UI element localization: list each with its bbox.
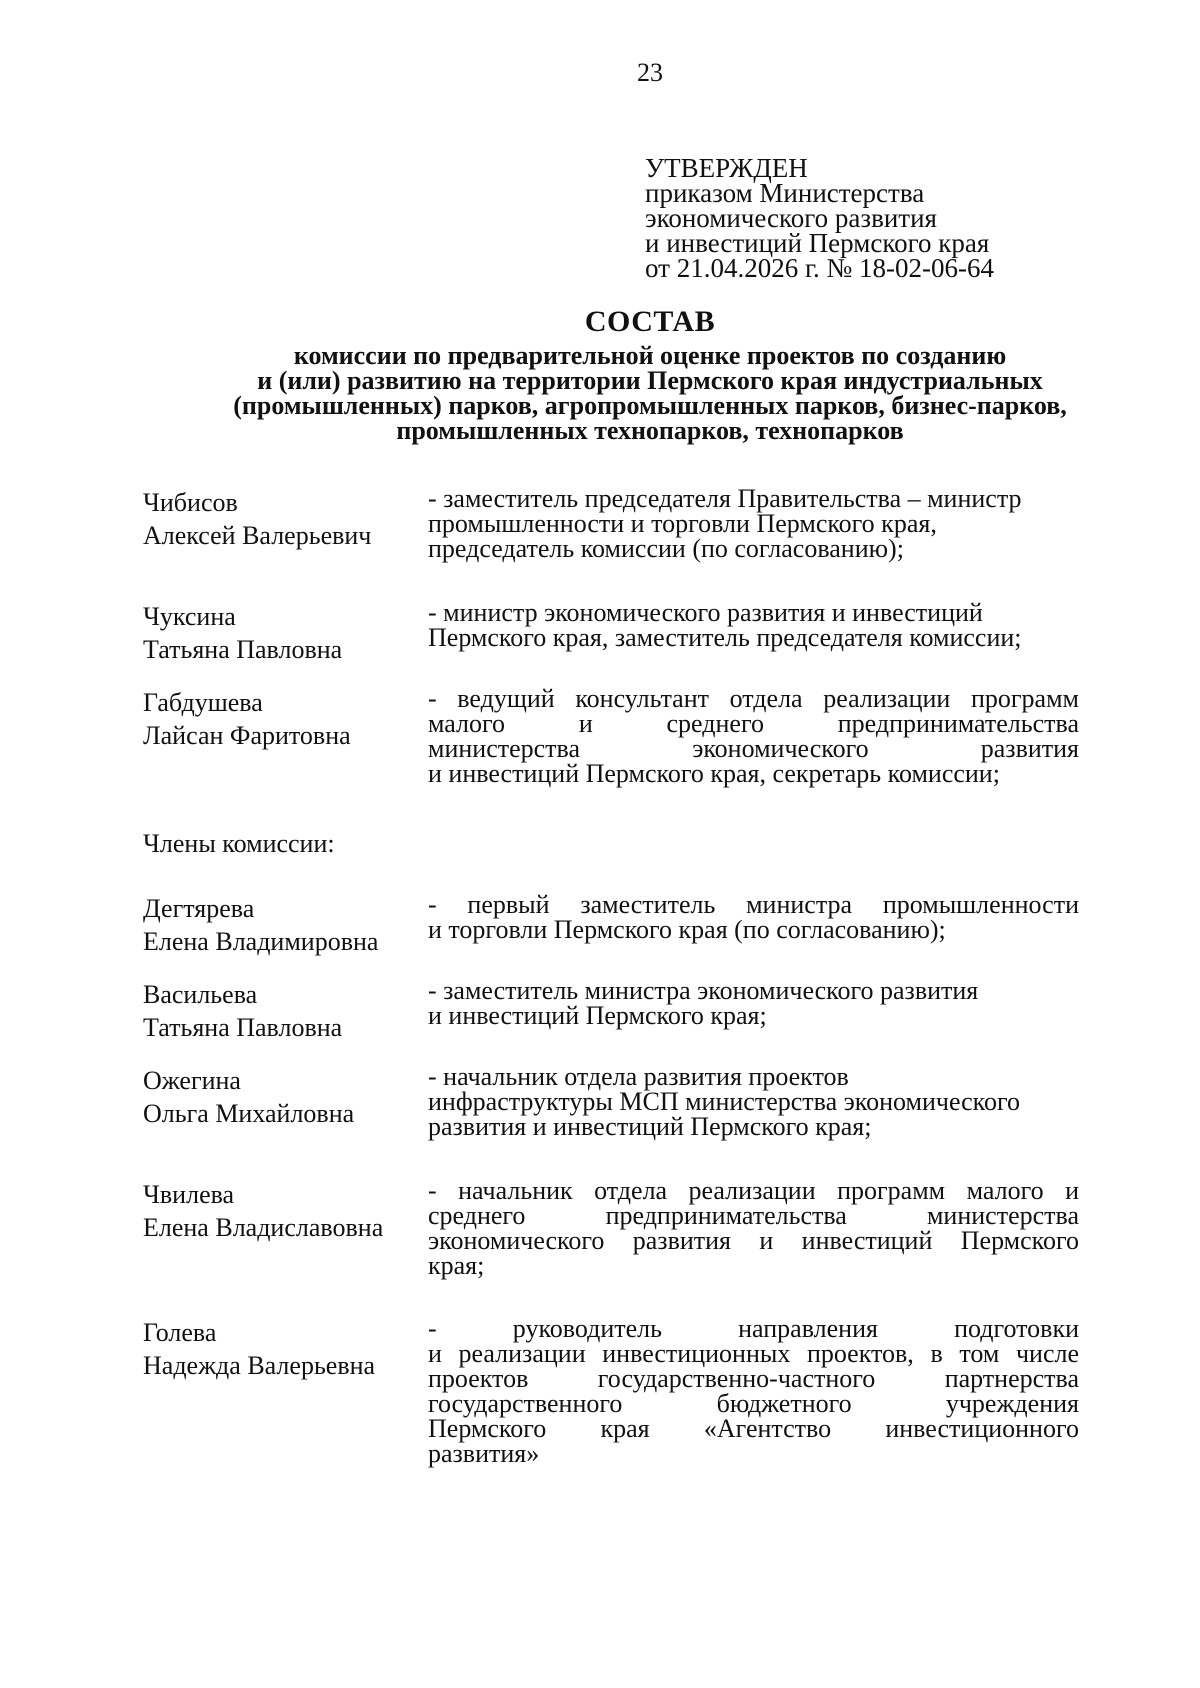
role-line: промышленности и торговли Пермского края, [428, 509, 937, 538]
member-role [428, 600, 1079, 650]
role-line: министерства экономического развития [428, 734, 1079, 763]
subtitle-line: комиссии по предварительной оценке проектов по созданию [293, 341, 1007, 370]
role-line: - начальник отдела реализации программ малого и [428, 1176, 1079, 1205]
member-given-names: Лайсан Фаритовна [143, 721, 351, 750]
role-line: - заместитель председателя Правительства – министр [428, 484, 1022, 513]
role-line: председатель комиссии (по согласованию); [428, 534, 904, 563]
member-name [143, 978, 342, 1044]
member-given-names: Елена Владимировна [143, 927, 379, 956]
member-given-names: Надежда Валерьевна [143, 1351, 376, 1380]
member-given-names: Ольга Михайловна [143, 1099, 355, 1128]
document-subtitle [140, 343, 1160, 443]
member-role [428, 1178, 1079, 1278]
role-line: края; [428, 1251, 485, 1280]
role-line: инфраструктуры МСП министерства экономического [428, 1087, 1021, 1116]
role-line: развития и инвестиций Пермского края; [428, 1112, 872, 1141]
member-surname: Габдушева [143, 688, 263, 717]
role-line: - заместитель министра экономического развития [428, 976, 979, 1005]
member-role [428, 686, 1079, 786]
member-surname: Чвилева [143, 1180, 235, 1209]
approval-block [645, 153, 994, 283]
role-line: среднего предпринимательства министерства [428, 1201, 1079, 1230]
role-line: экономического развития и инвестиций Пермского [428, 1226, 1079, 1255]
approval-line: от 21.04.2026 г. № 18-02-06-64 [645, 253, 994, 283]
member-given-names: Елена Владиславовна [143, 1213, 384, 1242]
role-line: - руководитель направления подготовки [428, 1314, 1079, 1343]
role-line: Пермского края, заместитель председателя комиссии; [428, 623, 1022, 652]
approval-line: экономического развития [645, 203, 937, 233]
member-given-names: Татьяна Павловна [143, 635, 343, 664]
subtitle-line: (промышленных) парков, агропромышленных парков, бизнес-парков, [233, 391, 1067, 420]
member-role [428, 486, 1079, 561]
member-name [143, 486, 371, 552]
role-line: - начальник отдела развития проектов [428, 1062, 849, 1091]
member-name [143, 1178, 383, 1244]
member-role [428, 978, 1079, 1028]
approval-line: УТВЕРЖДЕН [645, 153, 808, 183]
member-surname: Ожегина [143, 1066, 241, 1095]
member-surname: Дегтярева [143, 894, 255, 923]
approval-line: и инвестиций Пермского края [645, 228, 990, 258]
member-role [428, 1316, 1079, 1466]
subtitle-line: промышленных технопарков, технопарков [396, 416, 904, 445]
role-line: государственного бюджетного учреждения [428, 1389, 1079, 1418]
role-line: - первый заместитель министра промышленности [428, 890, 1079, 919]
subtitle-line: и (или) развитию на территории Пермского края индустриальных [257, 366, 1043, 395]
member-surname: Васильева [143, 980, 258, 1009]
page-number: 23 [637, 58, 663, 87]
member-surname: Чибисов [143, 488, 238, 517]
document-title: СОСТАВ [584, 305, 716, 338]
role-line: развития» [428, 1439, 540, 1468]
role-line: и торговли Пермского края (по согласованию); [428, 915, 946, 944]
role-line: и инвестиций Пермского края; [428, 1001, 767, 1030]
member-surname: Голева [143, 1318, 217, 1347]
member-given-names: Татьяна Павловна [143, 1013, 343, 1042]
member-name [143, 600, 342, 666]
role-line: проектов государственно-частного партнерства [428, 1364, 1079, 1393]
role-line: малого и среднего предпринимательства [428, 709, 1079, 738]
approval-line: приказом Министерства [645, 178, 925, 208]
member-role [428, 892, 1079, 942]
role-line: - ведущий консультант отдела реализации программ [428, 684, 1079, 713]
members-heading: Члены комиссии: [143, 829, 335, 858]
member-name [143, 1316, 375, 1382]
member-surname: Чуксина [143, 602, 236, 631]
member-role [428, 1064, 1079, 1139]
member-name [143, 892, 378, 958]
role-line: Пермского края «Агентство инвестиционного [428, 1414, 1079, 1443]
member-given-names: Алексей Валерьевич [143, 521, 372, 550]
member-name [143, 1064, 354, 1130]
role-line: - министр экономического развития и инвестиций [428, 598, 983, 627]
role-line: и реализации инвестиционных проектов, в том числе [428, 1339, 1079, 1368]
role-line: и инвестиций Пермского края, секретарь комиссии; [428, 759, 1000, 788]
member-name [143, 686, 351, 752]
